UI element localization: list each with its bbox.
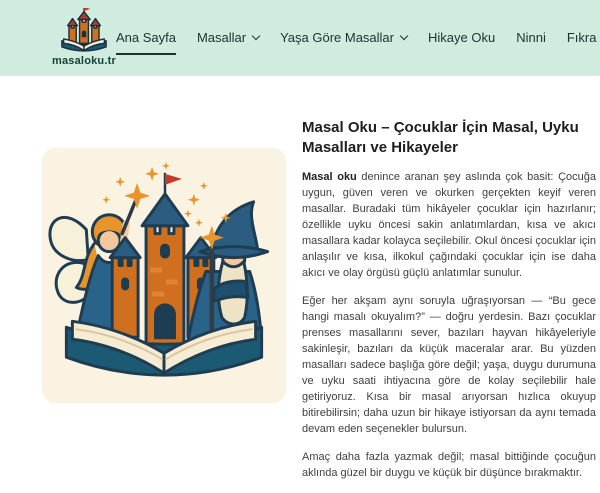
intro-paragraph-text: denince aranan şey aslında çok basit: Çocuğa uygun, güven veren ve okurken gerçekten keyif veren masallar. Buradaki tüm hikâyeler çocuklar için hazırlanır; özellikle uyku öncesi sakin anlatımlardan, kısa ve akıcı masallara kadar kolayca seçilebilir. Okul öncesi çocuklar için anlaşılır ve kısa, ilkokul çağındaki çocuklar için ise daha akıcı ve olay örgüsü güçlü anlatımlar sunulur. <box>302 170 596 279</box>
chevron-down-icon <box>252 32 260 40</box>
brand-name: masaloku.tr <box>52 55 116 67</box>
nav-item-label: Hikaye Oku <box>428 30 496 45</box>
nav-item-label: Masallar <box>196 30 247 45</box>
lead-keyword: Masal oku <box>302 170 357 183</box>
nav-item-label: Ninni <box>516 30 546 45</box>
main-content <box>0 76 600 479</box>
nav-item-hikaye-oku[interactable] <box>428 23 495 52</box>
site-header <box>0 0 600 76</box>
nav-item-ninni[interactable] <box>516 23 546 52</box>
article <box>302 118 596 493</box>
brand-logo[interactable] <box>52 8 116 67</box>
nav-item-label: Ana Sayfa <box>115 30 176 45</box>
hero-illustration-card <box>42 148 286 403</box>
page-title: Masal Oku – Çocuklar İçin Masal, Uyku Masalları ve Hikayeler <box>302 119 579 156</box>
nav-item-fikra[interactable] <box>567 23 597 52</box>
intro-paragraph <box>302 169 596 281</box>
purpose-paragraph: Amaç daha fazla yazmak değil; masal bittiğinde çocuğun aklında güzel bir duygu ve küçük bir düşünce bırakmaktır. <box>302 450 596 479</box>
nav-item-masallar[interactable] <box>197 23 259 52</box>
selection-paragraph: Eğer her akşam aynı soruyla uğraşıyorsan — “Bu gece hangi masalı okuyalım?” — doğru yerdesin. Bazı çocuklar prenses masallarını sever, bazıları hayvan hikâyeleriyle sakinleşir, bazıları da küçük maceralar arar. Bu yüzden masalları sadece başlığa göre değil; yaşa, duygu durumuna ve uyku saati ihtiyacına göre de kolay seçilebilir hale getiriyoruz. Kısa bir masal arıyorsan hızlıca okuyup bitirebilirsin; daha uzun bir hikaye istiyorsan da aynı temada devam eden seçenekler bulursun. <box>302 294 596 435</box>
castle-book-logo-icon <box>56 8 112 54</box>
main-nav <box>116 23 597 52</box>
chevron-down-icon <box>400 32 408 40</box>
nav-item-label: Fıkra <box>566 30 597 45</box>
fairy-castle-wizard-illustration <box>42 148 286 403</box>
nav-item-yasa-gore-masallar[interactable] <box>280 23 407 52</box>
nav-item-label: Yaşa Göre Masallar <box>280 30 394 45</box>
nav-item-ana-sayfa[interactable] <box>116 23 176 52</box>
